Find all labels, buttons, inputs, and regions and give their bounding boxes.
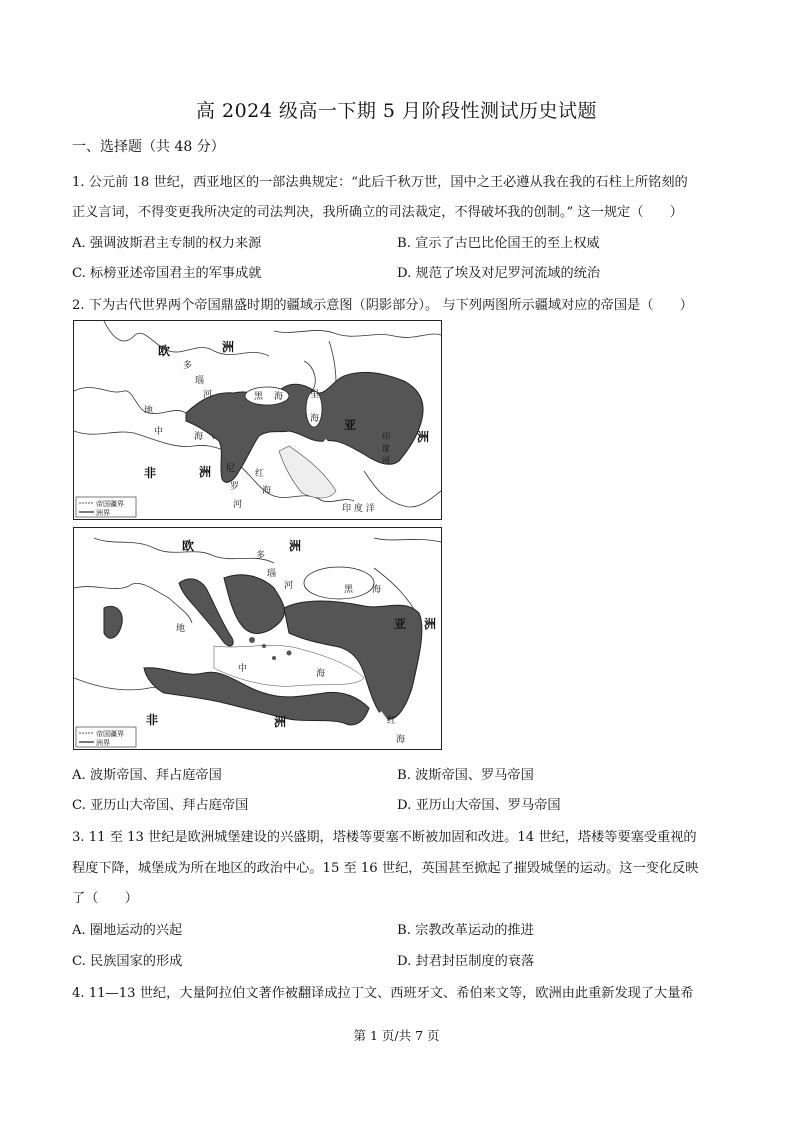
question-2-option-d[interactable]: D. 亚历山大帝国、罗马帝国 <box>397 798 561 813</box>
question-1-option-b[interactable]: B. 宣示了古巴比伦国王的至上权威 <box>397 236 600 251</box>
question-1-line-2: 正义言词，不得变更我所决定的司法判决，我所确立的司法裁定，不得破坏我的创制。” 这一规定（ ） <box>72 205 683 220</box>
map-2-legend <box>76 727 136 747</box>
question-2-line-1: 2. 下为古代世界两个帝国鼎盛时期的疆域示意图（阴影部分）。 与下列两图所示疆域对应的帝国是（ ） <box>72 298 693 313</box>
question-1-line-1: 1. 公元前 18 世纪，西亚地区的一部法典规定：“此后千秋万世，国中之王必遵从我在我的石柱上所铭刻的 <box>72 175 688 190</box>
question-3-line-3: 了（ ） <box>72 891 138 906</box>
map-2-label-danube-1: 多 <box>256 551 266 561</box>
map-2-svg <box>74 528 441 749</box>
map-2-legend-continent: 洲界 <box>96 739 110 747</box>
map-1-label-nile-2: 罗 <box>230 482 240 492</box>
map-1-label-danube-1: 多 <box>183 361 193 371</box>
question-2-option-b[interactable]: B. 波斯帝国、罗马帝国 <box>397 768 534 783</box>
map-1-label-indian-ocean: 印 度 洋 <box>342 504 375 514</box>
question-3-option-b[interactable]: B. 宗教改革运动的推进 <box>397 923 534 938</box>
map-1-label-africa: 非 <box>144 466 157 480</box>
map-1-label-indus-3: 河 <box>382 456 390 465</box>
map-2-label-med-3: 海 <box>316 669 326 679</box>
map-2-label-red-2: 海 <box>396 735 406 745</box>
map-1-label-indus-1: 印 <box>382 432 390 441</box>
page-title: 高 2024 级高一下期 5 月阶段性测试历史试题 <box>195 100 598 122</box>
question-1-option-a[interactable]: A. 强调波斯君主专制的权力来源 <box>72 236 262 251</box>
map-2-label-black-2: 海 <box>372 585 382 595</box>
question-1-option-c[interactable]: C. 标榜亚述帝国君主的军事成就 <box>72 266 262 281</box>
map-2-label-asia: 亚 <box>394 617 407 631</box>
map-1-label-asia: 亚 <box>344 418 357 432</box>
map-1-label-caspian-2: 海 <box>310 414 320 424</box>
map-2-legend-border: 帝国疆界 <box>96 730 124 738</box>
map-2-label-danube-2: 瑙 <box>267 569 277 579</box>
question-3-option-c[interactable]: C. 民族国家的形成 <box>72 954 183 969</box>
map-2-label-europe: 欧 <box>182 539 195 553</box>
map-1-label-red-1: 红 <box>255 469 265 479</box>
map-2-label-africa-2: 洲 <box>274 715 287 729</box>
map-1-label-med-3: 海 <box>194 432 204 442</box>
map-2-byzantine-empire <box>73 527 442 750</box>
map-2-label-red-1: 红 <box>387 716 397 726</box>
map-2-label-asia-2: 洲 <box>424 617 437 631</box>
map-1-legend-border: 帝国疆界 <box>96 500 124 508</box>
map-1-legend-continent: 洲界 <box>96 509 110 517</box>
map-1-label-nile-3: 河 <box>233 500 243 510</box>
map-1-label-asia-2: 洲 <box>417 430 430 444</box>
question-3-option-a[interactable]: A. 圈地运动的兴起 <box>72 923 183 938</box>
map-1-label-black-1: 黑 <box>254 392 264 402</box>
question-3-option-d[interactable]: D. 封君封臣制度的衰落 <box>397 954 535 969</box>
question-1-option-d[interactable]: D. 规范了埃及对尼罗河流域的统治 <box>397 266 601 281</box>
map-1-legend <box>76 497 136 517</box>
question-2-option-a[interactable]: A. 波斯帝国、拜占庭帝国 <box>72 768 222 783</box>
map-1-label-nile-1: 尼 <box>226 464 236 474</box>
map-2-label-europe-2: 洲 <box>289 539 302 553</box>
map-2-label-danube-3: 河 <box>284 581 294 591</box>
map-1-persian-empire <box>73 320 442 520</box>
map-1-label-danube-3: 河 <box>203 390 213 400</box>
map-1-label-danube-2: 瑙 <box>195 376 205 386</box>
map-1-svg <box>74 321 441 519</box>
map-1-label-indus-2: 度 <box>382 444 390 453</box>
map-1-label-med-2: 中 <box>154 427 164 437</box>
map-1-label-africa-2: 洲 <box>199 465 212 479</box>
map-2-label-med-1: 地 <box>176 624 186 634</box>
map-1-label-europe: 欧 <box>158 344 171 358</box>
map-1-label-med-1: 地 <box>144 406 154 416</box>
map-2-label-med-2: 中 <box>238 664 248 674</box>
map-1-label-red-2: 海 <box>262 486 272 496</box>
map-1-label-europe-2: 洲 <box>222 340 235 354</box>
page-footer: 第 1 页/共 7 页 <box>353 1028 440 1043</box>
question-3-line-1: 3. 11 至 13 世纪是欧洲城堡建设的兴盛期，塔楼等要塞不断被加固和改进。14 世纪，塔楼等要塞受重视的 <box>72 830 697 845</box>
section-heading: 一、选择题（共 48 分） <box>72 139 225 155</box>
map-2-label-africa: 非 <box>146 713 159 727</box>
map-2-label-black-1: 黑 <box>344 585 354 595</box>
question-2-option-c[interactable]: C. 亚历山大帝国、拜占庭帝国 <box>72 798 249 813</box>
question-3-line-2: 程度下降，城堡成为所在地区的政治中心。15 至 16 世纪，英国甚至掀起了摧毁城堡的运动。这一变化反映 <box>72 861 699 876</box>
map-1-label-caspian-1: 里 <box>310 390 320 400</box>
map-1-label-black-2: 海 <box>274 392 284 402</box>
question-4-line-1: 4. 11—13 世纪，大量阿拉伯文著作被翻译成拉丁文、西班牙文、希伯来文等，欧洲由此重新发现了大量希 <box>72 986 694 1001</box>
